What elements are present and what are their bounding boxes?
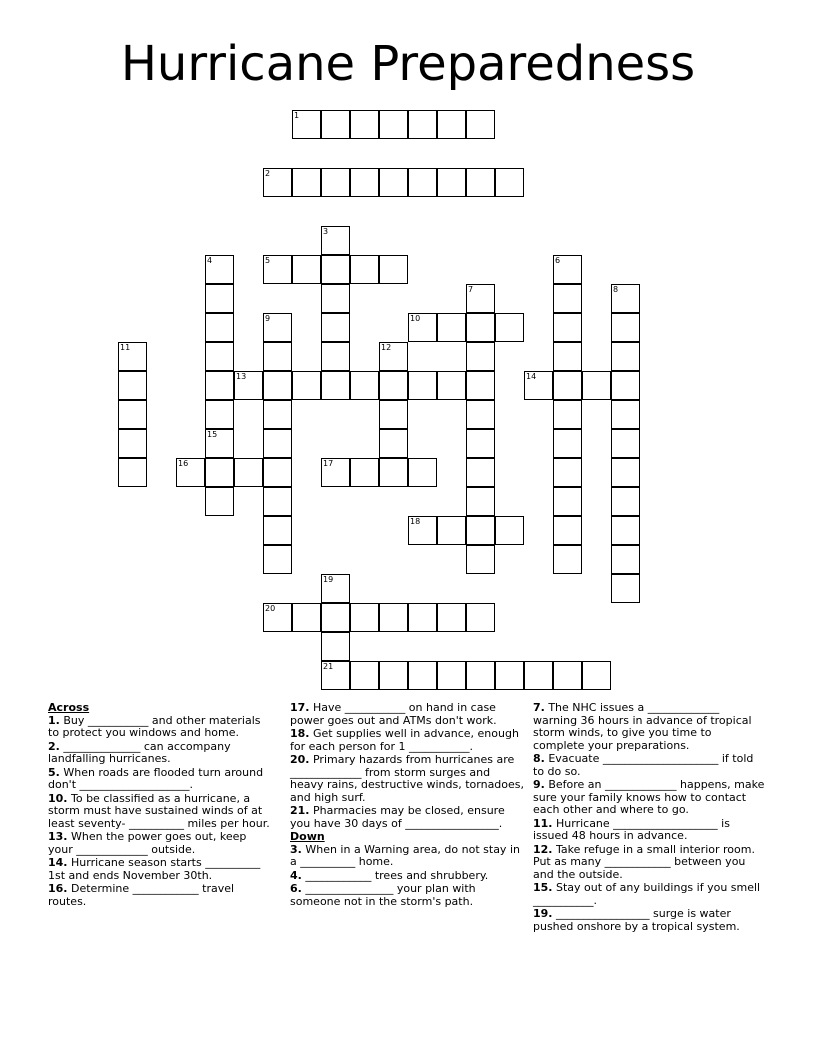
clue-down-9: 9. Before an _____________ happens, make sure your family knows how to contact each other and where to go.	[533, 778, 765, 816]
grid-cell[interactable]	[611, 458, 640, 487]
grid-cell[interactable]	[379, 400, 408, 429]
grid-cell[interactable]	[263, 516, 292, 545]
grid-cell[interactable]	[437, 516, 466, 545]
clue-down-12: 12. Take refuge in a small interior room. Put as many ____________ between you and the outside.	[533, 842, 755, 881]
grid-cell[interactable]	[553, 342, 582, 371]
grid-cell[interactable]	[350, 168, 379, 197]
clue-across-2: 2. ______________ can accompany landfalling hurricanes.	[48, 739, 231, 765]
grid-cell[interactable]	[379, 429, 408, 458]
clue-down-11: 11. Hurricane ___________________ is issued 48 hours in advance.	[533, 816, 730, 842]
across-heading: Across	[48, 701, 90, 714]
clue-across-1: 1. Buy ___________ and other materials to protect you windows and home.	[48, 713, 261, 739]
grid-cell[interactable]	[379, 371, 408, 400]
grid-cell[interactable]	[379, 110, 408, 139]
grid-cell[interactable]	[379, 255, 408, 284]
puzzle-title: Hurricane Preparedness	[120, 36, 696, 92]
cell-number: 11	[120, 343, 131, 352]
cell-number: 20	[265, 604, 276, 613]
cell-number: 9	[265, 314, 271, 323]
clue-across-20: 20. Primary hazards from hurricanes are _____________ from storm surges and heavy rains, destructive winds, tornadoes, and high surf.	[290, 753, 525, 804]
grid-cell[interactable]	[263, 255, 292, 284]
grid-cell[interactable]	[118, 400, 147, 429]
grid-cell[interactable]	[379, 603, 408, 632]
clue-down-3: 3. When in a Warning area, do not stay in a __________ home.	[290, 842, 520, 868]
grid-cell[interactable]	[553, 255, 582, 284]
grid-cell[interactable]	[408, 458, 437, 487]
grid-cell[interactable]	[263, 487, 292, 516]
grid-cell[interactable]	[321, 661, 350, 690]
grid-cell[interactable]	[263, 545, 292, 574]
grid-cell[interactable]	[611, 400, 640, 429]
grid-cell[interactable]	[350, 661, 379, 690]
grid-cell[interactable]	[553, 313, 582, 342]
grid-cell[interactable]	[205, 284, 234, 313]
grid-cell[interactable]	[350, 110, 379, 139]
grid-cell[interactable]	[263, 342, 292, 371]
grid-cell[interactable]	[263, 371, 292, 400]
grid-cell[interactable]	[292, 255, 321, 284]
grid-cell[interactable]	[350, 603, 379, 632]
grid-cell[interactable]	[321, 313, 350, 342]
grid-cell[interactable]	[321, 458, 350, 487]
grid-cell[interactable]	[321, 603, 350, 632]
cell-number: 5	[265, 256, 271, 265]
cell-number: 21	[323, 662, 334, 671]
grid-cell[interactable]	[321, 168, 350, 197]
grid-cell[interactable]	[611, 545, 640, 574]
grid-cell[interactable]	[350, 255, 379, 284]
grid-cell[interactable]	[205, 371, 234, 400]
grid-cell[interactable]	[118, 342, 147, 371]
grid-cell[interactable]	[321, 226, 350, 255]
grid-cell[interactable]	[611, 342, 640, 371]
clue-across-17: 17. Have ___________ on hand in case power goes out and ATMs don't work.	[290, 701, 497, 727]
grid-cell[interactable]	[263, 400, 292, 429]
clue-down-15: 15. Stay out of any buildings if you smell ___________.	[533, 881, 761, 907]
cell-number: 18	[410, 517, 421, 526]
grid-cell[interactable]	[524, 371, 553, 400]
grid-cell[interactable]	[118, 458, 147, 487]
grid-cell[interactable]	[292, 168, 321, 197]
grid-cell[interactable]	[263, 313, 292, 342]
grid-cell[interactable]	[321, 574, 350, 603]
grid-cell[interactable]	[263, 603, 292, 632]
grid-cell[interactable]	[553, 284, 582, 313]
clue-down-19: 19. _________________ surge is water pushed onshore by a tropical system.	[533, 907, 740, 933]
cell-number: 7	[468, 285, 474, 294]
grid-cell[interactable]	[466, 168, 495, 197]
clue-across-10: 10. To be classified as a hurricane, a storm must have sustained winds of at least seventy- __________ miles per hour.	[48, 791, 270, 830]
grid-cell[interactable]	[292, 110, 321, 139]
clue-down-7: 7. The NHC issues a _____________ warning 36 hours in advance of tropical storm winds, to give you time to complete your preparations.	[533, 701, 752, 752]
cell-number: 1	[294, 111, 300, 120]
grid-cell[interactable]	[466, 545, 495, 574]
grid-cell[interactable]	[466, 603, 495, 632]
grid-cell[interactable]	[466, 284, 495, 313]
grid-cell[interactable]	[379, 168, 408, 197]
grid-cell[interactable]	[408, 313, 437, 342]
grid-cell[interactable]	[234, 458, 263, 487]
grid-cell[interactable]	[466, 429, 495, 458]
grid-cell[interactable]	[205, 342, 234, 371]
clue-across-21: 21. Pharmacies may be closed, ensure you have 30 days of _________________.	[290, 804, 505, 830]
cell-number: 10	[410, 314, 421, 323]
grid-cell[interactable]	[437, 371, 466, 400]
clue-down-6: 6. ________________ your plan with someone not in the storm's path.	[290, 882, 476, 908]
grid-cell[interactable]	[553, 458, 582, 487]
grid-cell[interactable]	[263, 168, 292, 197]
clue-down-8: 8. Evacuate _____________________ if told to do so.	[533, 752, 754, 778]
clue-across-18: 18. Get supplies well in advance, enough for each person for 1 ___________.	[290, 727, 519, 753]
grid-cell[interactable]	[379, 458, 408, 487]
grid-cell[interactable]	[321, 371, 350, 400]
grid-cell[interactable]	[292, 371, 321, 400]
grid-cell[interactable]	[321, 255, 350, 284]
grid-cell[interactable]	[408, 516, 437, 545]
grid-cell[interactable]	[408, 371, 437, 400]
grid-cell[interactable]	[205, 255, 234, 284]
grid-cell[interactable]	[263, 458, 292, 487]
grid-cell[interactable]	[176, 458, 205, 487]
grid-cell[interactable]	[437, 168, 466, 197]
grid-cell[interactable]	[611, 313, 640, 342]
grid-cell[interactable]	[350, 458, 379, 487]
grid-cell[interactable]	[611, 371, 640, 400]
grid-cell[interactable]	[321, 342, 350, 371]
clues-column-1	[48, 702, 274, 909]
grid-cell[interactable]	[524, 661, 553, 690]
cell-number: 3	[323, 227, 329, 236]
grid-cell[interactable]	[466, 400, 495, 429]
grid-cell[interactable]	[379, 661, 408, 690]
grid-cell[interactable]	[611, 429, 640, 458]
grid-cell[interactable]	[408, 110, 437, 139]
grid-cell[interactable]	[321, 632, 350, 661]
clues-column-2	[290, 702, 524, 909]
clue-down-4: 4. ____________ trees and shrubbery.	[290, 868, 489, 882]
grid-cell[interactable]	[582, 661, 611, 690]
clue-across-13: 13. When the power goes out, keep your _____________ outside.	[48, 830, 247, 856]
grid-cell[interactable]	[611, 487, 640, 516]
grid-cell[interactable]	[437, 313, 466, 342]
grid-cell[interactable]	[263, 429, 292, 458]
grid-cell[interactable]	[466, 661, 495, 690]
grid-cell[interactable]	[553, 429, 582, 458]
grid-cell[interactable]	[205, 400, 234, 429]
grid-cell[interactable]	[495, 661, 524, 690]
grid-cell[interactable]	[234, 371, 263, 400]
grid-cell[interactable]	[466, 110, 495, 139]
grid-cell[interactable]	[408, 661, 437, 690]
grid-cell[interactable]	[466, 516, 495, 545]
grid-cell[interactable]	[118, 371, 147, 400]
cell-number: 19	[323, 575, 334, 584]
grid-cell[interactable]	[437, 661, 466, 690]
grid-cell[interactable]	[553, 487, 582, 516]
grid-cell[interactable]	[495, 168, 524, 197]
grid-cell[interactable]	[466, 313, 495, 342]
cell-number: 2	[265, 169, 271, 178]
clue-across-5: 5. When roads are flooded turn around don't ____________________.	[48, 765, 264, 791]
grid-cell[interactable]	[437, 603, 466, 632]
grid-cell[interactable]	[437, 110, 466, 139]
grid-cell[interactable]	[466, 458, 495, 487]
cell-number: 15	[207, 430, 218, 439]
grid-cell[interactable]	[292, 603, 321, 632]
grid-cell[interactable]	[321, 284, 350, 313]
grid-cell[interactable]	[553, 516, 582, 545]
cell-number: 8	[613, 285, 619, 294]
down-heading: Down	[290, 830, 325, 843]
grid-cell[interactable]	[466, 371, 495, 400]
cell-number: 12	[381, 343, 392, 352]
grid-cell[interactable]	[408, 603, 437, 632]
grid-cell[interactable]	[205, 458, 234, 487]
grid-cell[interactable]	[466, 342, 495, 371]
cell-number: 16	[178, 459, 189, 468]
grid-cell[interactable]	[553, 661, 582, 690]
grid-cell[interactable]	[118, 429, 147, 458]
grid-cell[interactable]	[582, 371, 611, 400]
grid-cell[interactable]	[611, 574, 640, 603]
grid-cell[interactable]	[205, 313, 234, 342]
grid-cell[interactable]	[495, 313, 524, 342]
grid-cell[interactable]	[466, 487, 495, 516]
cell-number: 6	[555, 256, 561, 265]
grid-cell[interactable]	[408, 168, 437, 197]
grid-cell[interactable]	[205, 487, 234, 516]
grid-cell[interactable]	[350, 371, 379, 400]
grid-cell[interactable]	[379, 342, 408, 371]
grid-cell[interactable]	[553, 545, 582, 574]
clue-across-14: 14. Hurricane season starts __________ 1st and ends November 30th.	[48, 856, 261, 882]
grid-cell[interactable]	[495, 516, 524, 545]
grid-cell[interactable]	[611, 284, 640, 313]
grid-cell[interactable]	[205, 429, 234, 458]
cell-number: 4	[207, 256, 213, 265]
grid-cell[interactable]	[611, 516, 640, 545]
clue-across-16: 16. Determine ____________ travel routes.	[48, 882, 235, 908]
clues-column-3	[533, 702, 765, 934]
cell-number: 13	[236, 372, 247, 381]
grid-cell[interactable]	[553, 400, 582, 429]
grid-cell[interactable]	[553, 371, 582, 400]
cell-number: 17	[323, 459, 334, 468]
grid-cell[interactable]	[321, 110, 350, 139]
cell-number: 14	[526, 372, 537, 381]
